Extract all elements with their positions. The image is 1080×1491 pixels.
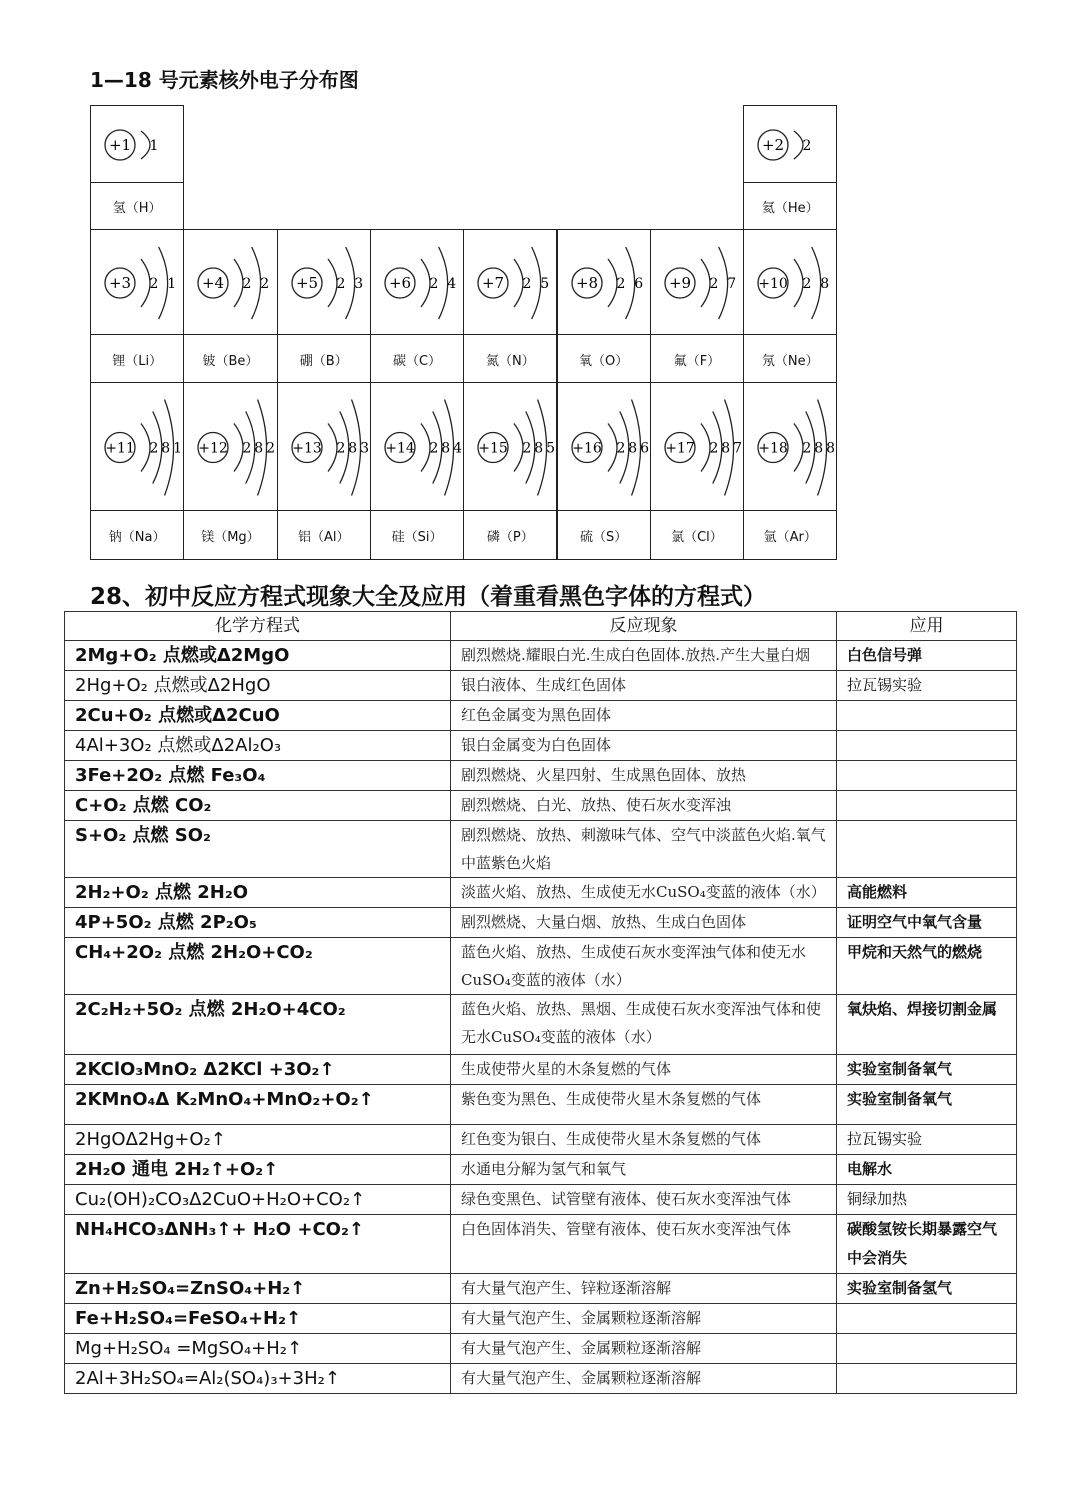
table-row: [65, 1055, 1017, 1085]
equation-cell: 4P+5O₂ 点燃 2P₂O₅: [65, 908, 451, 938]
element-name: 硫（S）: [580, 530, 628, 545]
shell-electron-count: 7: [732, 440, 742, 457]
shell-electron-count: 2: [522, 276, 532, 292]
element-cell: [650, 229, 744, 383]
cell-divider: [91, 182, 183, 183]
shell-electron-count: 1: [149, 138, 159, 154]
nuclear-charge: +14: [385, 440, 415, 457]
nuclear-charge: +13: [291, 440, 322, 457]
equation-cell: 2Cu+O₂ 点燃或Δ2CuO: [65, 701, 451, 731]
cell-divider: [744, 510, 836, 511]
element-cell: [743, 105, 837, 230]
phenomenon-cell: 银白液体、生成红色固体: [451, 671, 837, 701]
application-cell: [837, 731, 1017, 761]
equation-cell: 2H₂O 通电 2H₂↑+O₂↑: [65, 1155, 451, 1185]
shell-electron-count: 4: [452, 440, 462, 457]
shell-electron-count: 3: [353, 276, 363, 292]
shell-electron-count: 2: [616, 276, 625, 292]
element-name: 镁（Mg）: [201, 530, 260, 545]
equation-cell: 2C₂H₂+5O₂ 点燃 2H₂O+4CO₂: [65, 995, 451, 1055]
atom-diagram: [184, 230, 277, 334]
equation-cell: 2KMnO₄Δ K₂MnO₄+MnO₂+O₂↑: [65, 1085, 451, 1125]
nuclear-charge: +4: [202, 274, 225, 292]
atom-diagram: [558, 230, 651, 334]
element-name: 钠（Na）: [108, 530, 166, 545]
shell-electron-count: 8: [814, 440, 824, 457]
phenomenon-cell: 有大量气泡产生、金属颗粒逐渐溶解: [451, 1364, 837, 1394]
element-name: 氖（Ne）: [761, 353, 819, 369]
application-cell: 铜绿加热: [837, 1185, 1017, 1215]
phenomenon-cell: 剧烈燃烧、放热、刺激味气体、空气中淡蓝色火焰.氧气中蓝紫色火焰: [451, 821, 837, 878]
table-row: [65, 1274, 1017, 1304]
application-cell: [837, 761, 1017, 791]
shell-electron-count: 2: [266, 440, 276, 457]
phenomenon-cell: 白色固体消失、管壁有液体、使石灰水变浑浊气体: [451, 1215, 837, 1274]
table-row: [65, 731, 1017, 761]
table-row: [65, 1364, 1017, 1394]
atom-diagram: [371, 230, 464, 334]
element-cell: [277, 382, 371, 560]
shell-electron-count: 2: [709, 440, 719, 457]
table-row: [65, 995, 1017, 1055]
atom-diagram: [744, 383, 837, 510]
atom-diagram: [91, 106, 184, 182]
element-cell: [370, 382, 464, 560]
equation-cell: Cu₂(OH)₂CO₃Δ2CuO+H₂O+CO₂↑: [65, 1185, 451, 1215]
shell-electron-count: 8: [441, 440, 451, 457]
atom-diagram: [744, 106, 837, 182]
cell-divider: [464, 334, 556, 335]
application-cell: 电解水: [837, 1155, 1017, 1185]
shell-electron-count: 2: [336, 276, 346, 292]
element-cell: [557, 382, 651, 560]
cell-divider: [558, 510, 650, 511]
nuclear-charge: +16: [571, 440, 602, 457]
shell-electron-count: 2: [336, 440, 346, 457]
cell-divider: [464, 510, 556, 511]
shell-electron-count: 8: [534, 440, 544, 457]
shell-electron-count: 2: [429, 440, 439, 457]
equation-cell: 4Al+3O₂ 点燃或Δ2Al₂O₃: [65, 731, 451, 761]
element-cell: [463, 382, 557, 560]
nuclear-charge: +6: [388, 274, 411, 292]
element-cell: [90, 382, 184, 560]
shell-electron-count: 2: [260, 276, 270, 292]
element-cell: [183, 229, 277, 383]
shell-electron-count: 5: [546, 440, 556, 457]
element-name: 氢（H）: [112, 201, 162, 216]
shell-electron-count: 8: [627, 440, 637, 457]
element-name: 碳（C）: [393, 353, 442, 369]
element-cell: [277, 229, 371, 383]
application-cell: 证明空气中氧气含量: [837, 908, 1017, 938]
phenomenon-cell: 蓝色火焰、放热、黑烟、生成使石灰水变浑浊气体和使无水CuSO₄变蓝的液体（水）: [451, 995, 837, 1055]
cell-divider: [651, 334, 743, 335]
application-cell: [837, 821, 1017, 878]
equation-cell: NH₄HCO₃ΔNH₃↑+ H₂O +CO₂↑: [65, 1215, 451, 1274]
atom-diagram: [464, 383, 557, 510]
application-cell: 实验室制备氧气: [837, 1055, 1017, 1085]
atom-diagram: [558, 383, 651, 510]
application-cell: 氧炔焰、焊接切割金属: [837, 995, 1017, 1055]
application-cell: 甲烷和天然气的燃烧: [837, 938, 1017, 995]
application-cell: [837, 1364, 1017, 1394]
shell-electron-count: 1: [167, 276, 177, 292]
phenomenon-cell: 绿色变黑色、试管壁有液体、使石灰水变浑浊气体: [451, 1185, 837, 1215]
table-row: [65, 1155, 1017, 1185]
phenomenon-cell: 剧烈燃烧、白光、放热、使石灰水变浑浊: [451, 791, 837, 821]
phenomenon-cell: 生成使带火星的木条复燃的气体: [451, 1055, 837, 1085]
shell-electron-count: 8: [161, 440, 171, 457]
nuclear-charge: +1: [108, 136, 132, 154]
table-row: [65, 641, 1017, 671]
header-application: 应用: [837, 612, 1017, 641]
cell-divider: [91, 334, 183, 335]
nuclear-charge: +2: [762, 136, 785, 154]
shell-electron-count: 7: [726, 276, 736, 292]
nuclear-charge: +12: [198, 440, 229, 457]
cell-divider: [278, 334, 370, 335]
equation-cell: 2Al+3H₂SO₄=Al₂(SO₄)₃+3H₂↑: [65, 1364, 451, 1394]
shell-electron-count: 2: [149, 440, 159, 457]
cell-divider: [184, 510, 276, 511]
element-name: 氯（Cl）: [671, 530, 723, 545]
application-cell: 高能燃料: [837, 878, 1017, 908]
nuclear-charge: +18: [758, 440, 788, 457]
shell-electron-count: 3: [359, 440, 369, 457]
shell-electron-count: 8: [254, 440, 264, 457]
shell-electron-count: 2: [522, 440, 532, 457]
shell-electron-count: 5: [540, 276, 550, 292]
atom-diagram: [651, 383, 744, 510]
element-cell: [557, 229, 651, 383]
application-cell: 实验室制备氢气: [837, 1274, 1017, 1304]
element-name: 氟（F）: [673, 353, 721, 369]
atom-diagram: [278, 230, 371, 334]
shell-electron-count: 2: [242, 440, 252, 457]
shell-electron-count: 2: [709, 276, 719, 292]
nuclear-charge: +3: [108, 274, 132, 292]
table-row: [65, 878, 1017, 908]
nuclear-charge: +17: [665, 440, 695, 457]
element-name: 氮（N）: [485, 353, 535, 369]
equation-cell: Fe+H₂SO₄=FeSO₄+H₂↑: [65, 1304, 451, 1334]
equation-cell: CH₄+2O₂ 点燃 2H₂O+CO₂: [65, 938, 451, 995]
equation-cell: 2Mg+O₂ 点燃或Δ2MgO: [65, 641, 451, 671]
equation-cell: 3Fe+2O₂ 点燃 Fe₃O₄: [65, 761, 451, 791]
shell-electron-count: 2: [802, 138, 812, 154]
cell-divider: [371, 334, 463, 335]
application-cell: 碳酸氢铵长期暴露空气中会消失: [837, 1215, 1017, 1274]
element-cell: [90, 229, 184, 383]
reaction-table: [64, 611, 1017, 1394]
atom-diagram: [464, 230, 557, 334]
section-title-electron-diagram: 1—18 号元素核外电子分布图: [90, 68, 359, 92]
table-row: [65, 761, 1017, 791]
element-name: 氧（O）: [579, 353, 629, 369]
nuclear-charge: +7: [482, 274, 505, 292]
element-name: 锂（Li）: [112, 353, 163, 369]
phenomenon-cell: 紫色变为黑色、生成使带火星木条复燃的气体: [451, 1085, 837, 1125]
cell-divider: [278, 510, 370, 511]
electron-configuration-table: [90, 105, 842, 559]
shell-electron-count: 8: [721, 440, 731, 457]
phenomenon-cell: 红色变为银白、生成使带火星木条复燃的气体: [451, 1125, 837, 1155]
phenomenon-cell: 水通电分解为氢气和氧气: [451, 1155, 837, 1185]
table-row: [65, 701, 1017, 731]
table-row: [65, 1185, 1017, 1215]
element-cell: [743, 382, 837, 560]
shell-electron-count: 2: [429, 276, 439, 292]
shell-electron-count: 8: [820, 276, 830, 292]
shell-electron-count: 1: [173, 440, 182, 457]
shell-electron-count: 2: [149, 276, 159, 292]
equation-cell: S+O₂ 点燃 SO₂: [65, 821, 451, 878]
header-equation: 化学方程式: [65, 612, 451, 641]
atom-diagram: [184, 383, 277, 510]
header-phenomenon: 反应现象: [451, 612, 837, 641]
element-cell: [90, 105, 184, 230]
element-name: 磷（P）: [486, 530, 534, 545]
table-row: [65, 1085, 1017, 1125]
nuclear-charge: +5: [295, 274, 318, 292]
phenomenon-cell: 剧烈燃烧.耀眼白光.生成白色固体.放热.产生大量白烟: [451, 641, 837, 671]
atom-diagram: [744, 230, 837, 334]
cell-divider: [184, 334, 276, 335]
application-cell: 拉瓦锡实验: [837, 671, 1017, 701]
table-row: [65, 671, 1017, 701]
element-cell: [743, 229, 837, 383]
table-row: [65, 1215, 1017, 1274]
element-cell: [183, 382, 277, 560]
cell-divider: [371, 510, 463, 511]
element-name: 铍（Be）: [202, 353, 259, 369]
phenomenon-cell: 银白金属变为白色固体: [451, 731, 837, 761]
cell-divider: [651, 510, 743, 511]
equation-cell: Zn+H₂SO₄=ZnSO₄+H₂↑: [65, 1274, 451, 1304]
element-cell: [650, 382, 744, 560]
cell-divider: [558, 334, 650, 335]
shell-electron-count: 2: [802, 440, 812, 457]
element-name: 氦（He）: [761, 201, 819, 216]
atom-diagram: [91, 230, 184, 334]
application-cell: 实验室制备氧气: [837, 1085, 1017, 1125]
nuclear-charge: +8: [575, 274, 598, 292]
application-cell: [837, 1304, 1017, 1334]
element-cell: [463, 229, 557, 383]
nuclear-charge: +9: [668, 274, 691, 292]
atom-diagram: [651, 230, 744, 334]
application-cell: [837, 791, 1017, 821]
application-cell: 拉瓦锡实验: [837, 1125, 1017, 1155]
shell-electron-count: 8: [826, 440, 836, 457]
table-row: [65, 938, 1017, 995]
equation-cell: 2H₂+O₂ 点燃 2H₂O: [65, 878, 451, 908]
application-cell: [837, 701, 1017, 731]
shell-electron-count: 8: [347, 440, 357, 457]
phenomenon-cell: 蓝色火焰、放热、生成使石灰水变浑浊气体和使无水CuSO₄变蓝的液体（水）: [451, 938, 837, 995]
element-name: 硼（B）: [299, 353, 348, 369]
cell-divider: [744, 182, 836, 183]
element-name: 氩（Ar）: [763, 530, 817, 545]
cell-divider: [91, 510, 183, 511]
equation-cell: Mg+H₂SO₄ =MgSO₄+H₂↑: [65, 1334, 451, 1364]
nuclear-charge: +10: [758, 276, 788, 292]
phenomenon-cell: 淡蓝火焰、放热、生成使无水CuSO₄变蓝的液体（水）: [451, 878, 837, 908]
element-name: 硅（Si）: [391, 530, 443, 545]
phenomenon-cell: 红色金属变为黑色固体: [451, 701, 837, 731]
atom-diagram: [371, 383, 464, 510]
table-row: [65, 791, 1017, 821]
table-header-row: [65, 612, 1017, 641]
element-cell: [370, 229, 464, 383]
table-row: [65, 908, 1017, 938]
application-cell: [837, 1334, 1017, 1364]
application-cell: 白色信号弹: [837, 641, 1017, 671]
equation-cell: C+O₂ 点燃 CO₂: [65, 791, 451, 821]
shell-electron-count: 2: [616, 440, 625, 457]
table-row: [65, 1304, 1017, 1334]
shell-electron-count: 2: [802, 276, 812, 292]
element-name: 铝（Al）: [297, 530, 350, 545]
nuclear-charge: +15: [478, 440, 508, 457]
phenomenon-cell: 剧烈燃烧、火星四射、生成黑色固体、放热: [451, 761, 837, 791]
nuclear-charge: +11: [105, 440, 135, 457]
equation-cell: 2Hg+O₂ 点燃或Δ2HgO: [65, 671, 451, 701]
phenomenon-cell: 有大量气泡产生、金属颗粒逐渐溶解: [451, 1334, 837, 1364]
table-row: [65, 821, 1017, 878]
equation-cell: 2KClO₃MnO₂ Δ2KCl +3O₂↑: [65, 1055, 451, 1085]
phenomenon-cell: 剧烈燃烧、大量白烟、放热、生成白色固体: [451, 908, 837, 938]
shell-electron-count: 6: [633, 276, 643, 292]
section-title-reactions: 28、初中反应方程式现象大全及应用（着重看黑色字体的方程式）: [90, 584, 767, 610]
shell-electron-count: 6: [639, 440, 649, 457]
atom-diagram: [91, 383, 184, 510]
table-row: [65, 1125, 1017, 1155]
shell-electron-count: 4: [447, 276, 457, 292]
phenomenon-cell: 有大量气泡产生、金属颗粒逐渐溶解: [451, 1304, 837, 1334]
cell-divider: [744, 334, 836, 335]
shell-electron-count: 2: [242, 276, 252, 292]
phenomenon-cell: 有大量气泡产生、锌粒逐渐溶解: [451, 1274, 837, 1304]
equation-cell: 2HgOΔ2Hg+O₂↑: [65, 1125, 451, 1155]
atom-diagram: [278, 383, 371, 510]
table-row: [65, 1334, 1017, 1364]
